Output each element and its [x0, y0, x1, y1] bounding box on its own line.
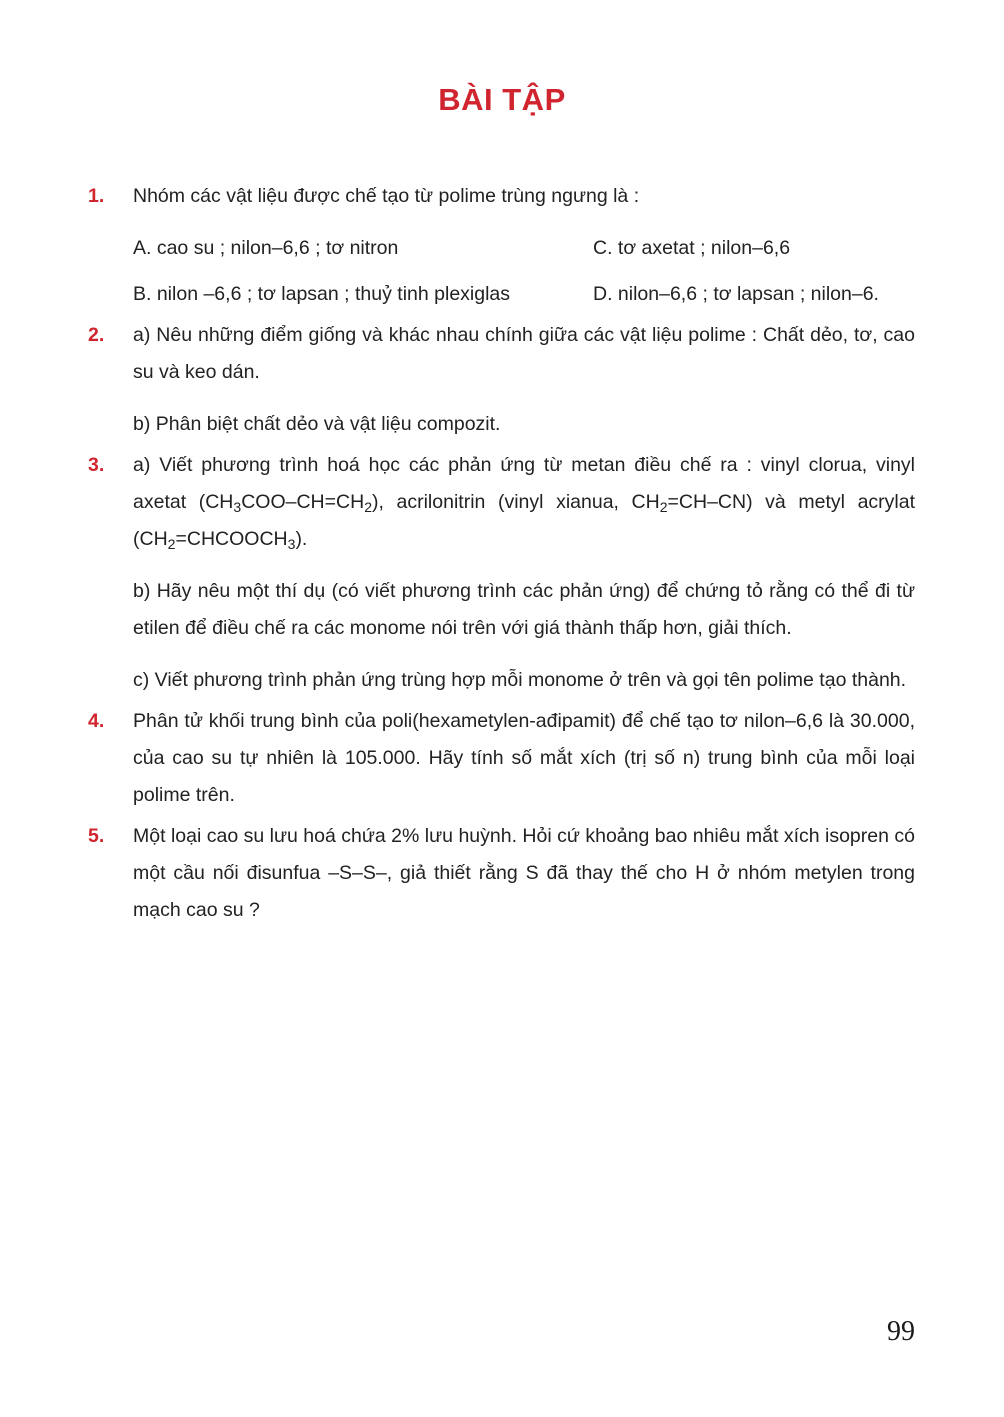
question-2-number: 2.: [88, 324, 105, 346]
question-3-number: 3.: [88, 454, 105, 476]
question-2-body: [133, 317, 915, 443]
option-d: D. nilon–6,6 ; tơ lapsan ; nilon–6.: [593, 283, 879, 305]
question-3-part-a: a) Viết phương trình hoá học các phản ứng từ metan điều chế ra : vinyl clorua, vinyl axetat $(CH_3COO-CH=CH_2)$, acrilonitrin (vinyl xianua, $CH_2=CH-CN$) và metyl acrylat $(CH_2=CHCOOCH_3)$.: [133, 454, 915, 552]
question-5-number: 5.: [88, 825, 105, 847]
option-c: C. tơ axetat ; nilon–6,6: [593, 237, 791, 259]
question-4-body: [133, 703, 915, 814]
page-number: 99: [887, 1316, 915, 1347]
option-b: B. nilon –6,6 ; tơ lapsan ; thuỷ tinh plexiglas: [133, 283, 511, 305]
question-4-number: 4.: [88, 710, 105, 732]
question-1-options: [133, 230, 915, 313]
question-4: [0, 703, 1004, 814]
question-3-body: [133, 447, 915, 699]
question-3: [0, 447, 1004, 699]
question-1-body: [133, 178, 915, 313]
question-1: [0, 178, 1004, 313]
question-3-part-b: b) Hãy nêu một thí dụ (có viết phương trình các phản ứng) để chứng tỏ rằng có thể đi từ etilen để điều chế ra các monome nói trên với giá thành thấp hơn, giải thích.: [133, 580, 915, 639]
question-5-text: Một loại cao su lưu hoá chứa 2% lưu huỳnh. Hỏi cứ khoảng bao nhiêu mắt xích isopren có một cầu nối đisunfua –S–S–, giả thiết rằng S đã thay thế cho H ở nhóm metylen trong mạch cao su ?: [133, 825, 915, 921]
question-3-part-c: c) Viết phương trình phản ứng trùng hợp mỗi monome ở trên và gọi tên polime tạo thành.: [133, 669, 907, 691]
exercise-list: [0, 178, 1004, 929]
question-5-body: [133, 818, 915, 929]
question-1-number: 1.: [88, 185, 105, 207]
option-a: A. cao su ; nilon–6,6 ; tơ nitron: [133, 237, 399, 259]
question-1-text: Nhóm các vật liệu được chế tạo từ polime trùng ngưng là :: [133, 185, 640, 207]
question-2-part-b: b) Phân biệt chất dẻo và vật liệu compozit.: [133, 413, 501, 435]
question-4-text: Phân tử khối trung bình của poli(hexametylen-ađipamit) để chế tạo tơ nilon–6,6 là 30.000, của cao su tự nhiên là 105.000. Hãy tính số mắt xích (trị số n) trung bình của mỗi loại polime trên.: [133, 710, 915, 806]
question-2: [0, 317, 1004, 443]
page-title: BÀI TẬP: [438, 82, 566, 117]
question-2-part-a: a) Nêu những điểm giống và khác nhau chính giữa các vật liệu polime : Chất dẻo, tơ, cao su và keo dán.: [133, 324, 915, 383]
question-5: [0, 818, 1004, 929]
